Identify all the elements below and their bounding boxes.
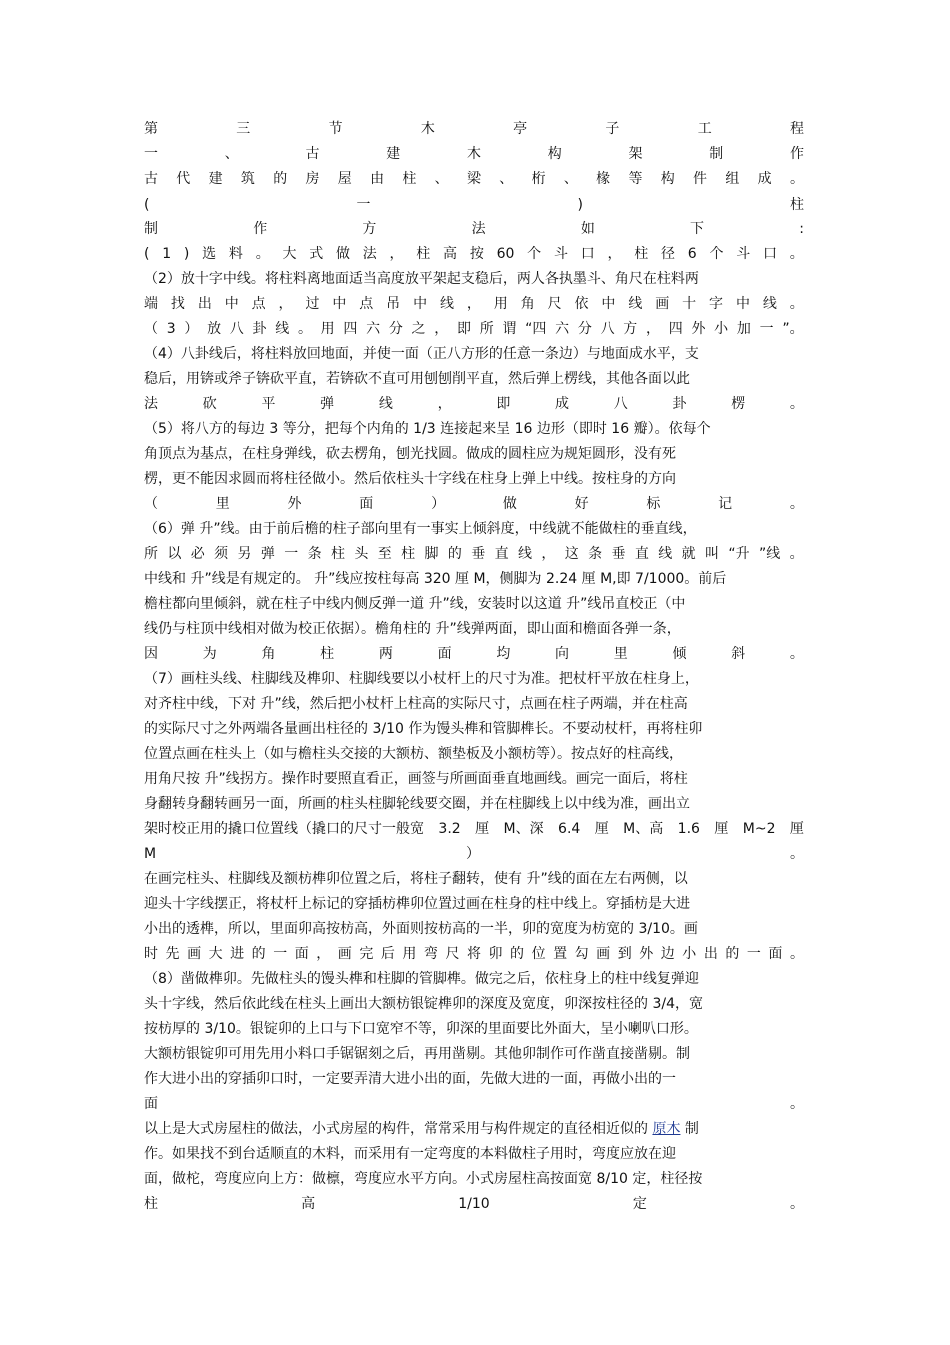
text-token: 选 bbox=[202, 246, 217, 262]
text-token: 、 bbox=[499, 171, 514, 187]
text-token: 架 bbox=[628, 146, 643, 162]
text-line bbox=[144, 943, 804, 965]
text-token: 放 bbox=[207, 321, 222, 337]
text-token: 八 bbox=[229, 321, 244, 337]
text-token: 方 bbox=[362, 221, 377, 237]
text-token: 倾 bbox=[672, 646, 687, 662]
text-token: ， bbox=[437, 396, 452, 412]
text-token: 60 bbox=[496, 246, 515, 262]
text-token: 小 bbox=[714, 321, 729, 337]
text-token: （ bbox=[144, 321, 158, 337]
text-token: 弹 bbox=[260, 546, 275, 562]
text-token: 做 bbox=[502, 496, 517, 512]
text-token: 分 bbox=[388, 321, 403, 337]
text-token: 面 bbox=[359, 496, 374, 512]
text-line: 楞，更不能因求圆而将柱径做小。然后依柱头十字线在柱身上弹上中线。按柱身的方向 bbox=[144, 471, 676, 487]
text-token: 组 bbox=[725, 171, 740, 187]
text-token: 即 bbox=[456, 321, 471, 337]
text-token: ) bbox=[577, 197, 583, 213]
text-token: 筑 bbox=[240, 171, 255, 187]
text-token: 厘 bbox=[789, 821, 804, 837]
text-token: 面 bbox=[294, 946, 309, 962]
text-line bbox=[144, 143, 804, 165]
text-line: 作。如果找不到台适顺直的木料，而采用有一定弯度的本料做柱子用时，弯度应放在迎 bbox=[144, 1146, 676, 1162]
text-token: 两 bbox=[378, 646, 393, 662]
text-token: ） bbox=[431, 496, 446, 512]
text-line: 面，做柁，弯度应向上方：做檩，弯度应水平方向。小式房屋柱高按面宽 8/10 定，柱径按 bbox=[144, 1171, 703, 1187]
text-line bbox=[144, 194, 804, 216]
text-token: 等 bbox=[628, 171, 643, 187]
text-token: M bbox=[144, 846, 157, 862]
text-token: 尺 bbox=[445, 946, 460, 962]
text-token: 中 bbox=[601, 296, 616, 312]
text-token: ”。 bbox=[782, 321, 804, 337]
text-line: 线仍与柱顶中线相对做为校正依据）。檐角柱的 升”线弹两面，即山面和檐面各弹一条， bbox=[144, 621, 681, 637]
text-line: （6）弹 升”线。由于前后檐的柱子部向里有一事实上倾斜度，中线就不能做柱的垂直线， bbox=[144, 521, 697, 537]
text-token: 脚 bbox=[424, 546, 439, 562]
text-token: 分 bbox=[577, 321, 592, 337]
text-token: 径 bbox=[661, 246, 675, 262]
text-token: 六 bbox=[555, 321, 570, 337]
text-token: 里 bbox=[613, 646, 628, 662]
text-token: 厘 bbox=[594, 821, 609, 837]
text-line bbox=[144, 168, 804, 190]
text-token: 6.4 bbox=[558, 821, 581, 837]
text-token: 谓 bbox=[502, 321, 517, 337]
text-token: 柱 bbox=[634, 246, 649, 262]
text-line: 对齐柱中线，下对 升”线，然后把小杖杆上柱高的实际尺寸，点画在柱子两端，并在柱高 bbox=[144, 696, 688, 712]
text-token: 里 bbox=[215, 496, 230, 512]
text-token: 屋 bbox=[337, 171, 352, 187]
text-token: 制 bbox=[144, 221, 158, 237]
text-token: 这 bbox=[564, 546, 579, 562]
text-token: 法 bbox=[471, 221, 486, 237]
text-token: 程 bbox=[789, 121, 804, 137]
text-segment: 以上是大式房屋柱的做法，小式房屋的构件，常常采用与构件规定的直径相近似的 bbox=[144, 1121, 653, 1137]
text-token: ”线 bbox=[759, 546, 781, 562]
text-token: 面 bbox=[768, 946, 783, 962]
text-token: 件 bbox=[693, 171, 708, 187]
text-token: 厘 bbox=[714, 821, 729, 837]
text-token: 定 bbox=[632, 1196, 647, 1212]
text-token: 字 bbox=[709, 296, 724, 312]
text-token: 另 bbox=[237, 546, 252, 562]
text-token: 用 bbox=[402, 946, 417, 962]
text-token: 椽 bbox=[596, 171, 611, 187]
text-token: 高 bbox=[443, 246, 458, 262]
text-token: 弹 bbox=[320, 396, 335, 412]
text-line bbox=[144, 543, 804, 565]
text-token: 由 bbox=[370, 171, 385, 187]
text-token: 3 bbox=[166, 321, 176, 337]
text-token: 线 bbox=[628, 296, 643, 312]
text-line bbox=[144, 493, 804, 515]
text-token: 作 bbox=[253, 221, 268, 237]
text-token: ( bbox=[144, 246, 150, 262]
text-line bbox=[144, 118, 804, 140]
text-token: 高 bbox=[301, 1196, 316, 1212]
text-line: 大额枋银锭卯可用先用小料口手锯锯刻之后，再用凿剔。其他卯制作可作凿直接凿剔。制 bbox=[144, 1046, 690, 1062]
text-line: 作大进小出的穿插卯口时，一定要弄清大进小出的面，先做大进的一面，再做小出的一 bbox=[144, 1071, 676, 1087]
text-token: 就 bbox=[681, 546, 696, 562]
text-token: 梁 bbox=[466, 171, 481, 187]
text-token: 叫 bbox=[705, 546, 719, 562]
text-token: 垂 bbox=[611, 546, 626, 562]
text-token: 、 bbox=[563, 171, 578, 187]
text-token: 。 bbox=[789, 171, 804, 187]
text-token: 线 bbox=[658, 546, 673, 562]
text-token: 法 bbox=[362, 246, 377, 262]
text-token: 八 bbox=[600, 321, 615, 337]
text-line: 的实际尺寸之外两端各量画出柱径的 3/10 作为馒头榫和管脚榫长。不要动杖杆，再将柱卯 bbox=[144, 721, 703, 737]
text-line: 头十字线，然后依此线在柱头上画出大额枋银锭榫卯的深度及宽度，卯深按柱径的 3/4，宽 bbox=[144, 996, 703, 1012]
text-token: 木 bbox=[467, 146, 481, 162]
text-token: 按 bbox=[469, 246, 484, 262]
text-token: 构 bbox=[660, 171, 675, 187]
text-token: 必 bbox=[190, 546, 205, 562]
text-token: 柱 bbox=[789, 197, 804, 213]
text-token: 十 bbox=[682, 296, 697, 312]
text-token: 亭 bbox=[513, 121, 528, 137]
text-token: 中 bbox=[224, 296, 239, 312]
text-token: ， bbox=[389, 246, 404, 262]
text-line bbox=[144, 843, 804, 865]
text-token: 须 bbox=[214, 546, 229, 562]
text-line bbox=[144, 318, 804, 340]
text-token: 面 bbox=[144, 1096, 158, 1112]
text-token: 口 bbox=[762, 246, 777, 262]
text-line bbox=[144, 293, 804, 315]
text-token: 大 bbox=[282, 246, 297, 262]
text-token: 柱 bbox=[144, 1196, 158, 1212]
text-token: 。 bbox=[789, 496, 804, 512]
text-token: 个 bbox=[709, 246, 724, 262]
text-line: 稳后，用锛或斧子锛砍平直，若锛砍不直可用刨刨削平直，然后弹上楞线，其他各面以此 bbox=[144, 371, 690, 387]
text-token: 工 bbox=[697, 121, 712, 137]
text-line: 用角尺按 升”线拐方。操作时要照直看正，画签与所画面垂直地画线。画完一面后，将柱 bbox=[144, 771, 688, 787]
text-token: 因 bbox=[144, 646, 158, 662]
text-token: 均 bbox=[496, 646, 511, 662]
text-token: 口 bbox=[580, 246, 595, 262]
text-token: 八 bbox=[613, 396, 628, 412]
text-token: 的 bbox=[447, 546, 462, 562]
text-token: 所 bbox=[479, 321, 494, 337]
text-token: 依 bbox=[574, 296, 589, 312]
text-token: 料 bbox=[228, 246, 243, 262]
text-token: 1/10 bbox=[458, 1196, 490, 1212]
text-token: 木 bbox=[420, 121, 435, 137]
text-token: 出 bbox=[703, 946, 718, 962]
text-token: 古 bbox=[305, 146, 320, 162]
text-line bbox=[144, 218, 804, 240]
text-token: 置 bbox=[553, 946, 568, 962]
text-token: 平 bbox=[261, 396, 276, 412]
text-token: 头 bbox=[354, 546, 369, 562]
text-token: 楞 bbox=[731, 396, 746, 412]
text-token: 。 bbox=[790, 1096, 804, 1112]
text-token: 三 bbox=[236, 121, 251, 137]
text-token: 。 bbox=[789, 296, 804, 312]
text-token: 为 bbox=[202, 646, 217, 662]
text-token: 。 bbox=[789, 246, 804, 262]
text-token: 外 bbox=[639, 946, 654, 962]
text-token: ， bbox=[541, 546, 556, 562]
text-token: 勾 bbox=[574, 946, 589, 962]
text-token: 标 bbox=[646, 496, 661, 512]
text-token: 法 bbox=[144, 396, 158, 412]
text-token: 到 bbox=[617, 946, 632, 962]
text-token: 卦 bbox=[252, 321, 267, 337]
text-line bbox=[144, 818, 804, 840]
text-token: 子 bbox=[605, 121, 620, 137]
text-token: 六 bbox=[366, 321, 381, 337]
text-token: 柱 bbox=[331, 546, 345, 562]
text-token: 即 bbox=[496, 396, 511, 412]
text-token: 过 bbox=[305, 296, 320, 312]
text-token: 角 bbox=[520, 296, 535, 312]
text-line bbox=[144, 1093, 804, 1115]
text-token: 完 bbox=[359, 946, 374, 962]
text-token: 制 bbox=[709, 146, 724, 162]
text-token: 成 bbox=[757, 171, 772, 187]
text-token: 柱 bbox=[320, 646, 335, 662]
text-token: 小 bbox=[682, 946, 697, 962]
text-token: 柱 bbox=[402, 171, 417, 187]
text-token: M~2 bbox=[742, 821, 776, 837]
text-token: 尺 bbox=[547, 296, 562, 312]
text-token: M、高 bbox=[623, 821, 664, 837]
text-token: 。 bbox=[297, 321, 312, 337]
text-token: 点 bbox=[359, 296, 374, 312]
text-token: 弯 bbox=[423, 946, 438, 962]
text-token: 3.2 bbox=[438, 821, 461, 837]
text-token: 古 bbox=[144, 171, 158, 187]
text-token: 节 bbox=[328, 121, 343, 137]
text-token: 线 bbox=[518, 546, 532, 562]
text-token: 条 bbox=[307, 546, 322, 562]
text-line: 在画完柱头、柱脚线及额枋榫卯位置之后，将柱子翻转，使有 升”线的面在左右两侧，以 bbox=[144, 871, 688, 887]
text-token: 式 bbox=[309, 246, 324, 262]
text-token: 以 bbox=[167, 546, 182, 562]
text-token: 构 bbox=[547, 146, 562, 162]
text-token: 、 bbox=[224, 146, 239, 162]
text-token: 一 bbox=[284, 546, 299, 562]
text-token: 线 bbox=[439, 296, 454, 312]
text-token: ） bbox=[184, 321, 199, 337]
text-token: 垂 bbox=[471, 546, 486, 562]
text-token: 面 bbox=[437, 646, 452, 662]
text-token: “升 bbox=[728, 546, 750, 562]
text-token: 吊 bbox=[386, 296, 401, 312]
text-token: 大 bbox=[208, 946, 223, 962]
text-token: 的 bbox=[725, 946, 740, 962]
text-token: ） bbox=[466, 846, 481, 862]
text-line bbox=[144, 393, 804, 415]
text-token: M、深 bbox=[503, 821, 544, 837]
text-segment: 制 bbox=[680, 1121, 699, 1137]
text-token: 的 bbox=[510, 946, 525, 962]
text-token: 外 bbox=[287, 496, 302, 512]
text-line: 中线和 升”线是有规定的。 升”线应按柱每高 320 厘 M，侧脚为 2.24 厘 M,即 7/1000。前后 bbox=[144, 571, 727, 587]
text-line: （5）将八方的每边 3 等分，把每个内角的 1/3 连接起来呈 16 边形（即时 16 瓣）。依每个 bbox=[144, 421, 711, 437]
text-line bbox=[144, 643, 804, 665]
text-token: 一 bbox=[144, 146, 158, 162]
text-token: 桁 bbox=[531, 171, 546, 187]
text-token: 柱 bbox=[416, 246, 431, 262]
text-token: 做 bbox=[335, 246, 350, 262]
text-token: 边 bbox=[660, 946, 675, 962]
text-line bbox=[144, 1118, 804, 1140]
text-token: ， bbox=[466, 296, 481, 312]
text-token: 外 bbox=[691, 321, 706, 337]
text-line bbox=[144, 243, 804, 265]
text-token: 记 bbox=[718, 496, 733, 512]
text-token: 一 bbox=[273, 946, 288, 962]
text-token: 。 bbox=[789, 396, 804, 412]
text-token: 的 bbox=[251, 946, 266, 962]
text-token: ， bbox=[607, 246, 622, 262]
text-token: 用 bbox=[493, 296, 508, 312]
hyperlink[interactable]: 原木 bbox=[652, 1121, 681, 1137]
text-line: 角顶点为基点，在柱身弹线，砍去楞角，刨光找圆。做成的圆柱应为规矩圆形，没有死 bbox=[144, 446, 676, 462]
text-line: （2）放十字中线。将柱料离地面适当高度放平架起支稳后，两人各执墨斗、角尺在柱料两 bbox=[144, 271, 699, 287]
text-token: 好 bbox=[574, 496, 589, 512]
text-token: 1 bbox=[162, 246, 172, 262]
text-token: 出 bbox=[197, 296, 212, 312]
text-line: 檐柱都向里倾斜，就在柱子中线内侧反弹一道 升”线，安装时以这道 升”线吊直校正（中 bbox=[144, 596, 686, 612]
text-token: 一 bbox=[356, 197, 371, 213]
text-token: 端 bbox=[144, 296, 158, 312]
text-line: （7）画柱头线、柱脚线及榫卯、柱脚线要以小杖杆上的尺寸为准。把杖杆平放在柱身上， bbox=[144, 671, 699, 687]
text-token: 点 bbox=[251, 296, 266, 312]
text-token: 中 bbox=[413, 296, 428, 312]
text-token: ， bbox=[434, 321, 449, 337]
text-line: 迎头十字线摆正，将杖杆上标记的穿插枋榫卯位置过画在柱身的柱中线上。穿插枋是大进 bbox=[144, 896, 690, 912]
text-token: 柱 bbox=[401, 546, 416, 562]
text-token: 斜 bbox=[731, 646, 746, 662]
text-token: 个 bbox=[527, 246, 542, 262]
text-token: 第 bbox=[144, 121, 158, 137]
text-token: 。 bbox=[255, 246, 270, 262]
text-token: 、 bbox=[434, 171, 449, 187]
text-token: ， bbox=[646, 321, 660, 337]
text-token: 。 bbox=[789, 946, 804, 962]
text-token: 架时校正用的撬口位置线（撬口的尺寸一般宽 bbox=[144, 821, 424, 837]
text-line: （4）八卦线后，将柱料放回地面，并使一面（正八方形的任意一条边）与地面成水平，支 bbox=[144, 346, 699, 362]
text-token: 下 bbox=[690, 221, 705, 237]
text-token: 角 bbox=[261, 646, 276, 662]
text-token: 如 bbox=[580, 221, 595, 237]
text-token: 方 bbox=[623, 321, 638, 337]
text-token: 用 bbox=[320, 321, 335, 337]
text-token: 进 bbox=[230, 946, 245, 962]
text-token: 将 bbox=[466, 946, 481, 962]
text-token: 四 bbox=[668, 321, 683, 337]
text-line bbox=[144, 1193, 804, 1215]
text-token: 线 bbox=[378, 396, 393, 412]
text-token: 画 bbox=[187, 946, 202, 962]
text-token: （ bbox=[144, 496, 158, 512]
text-token: ， bbox=[316, 946, 331, 962]
text-line: 小出的透榫，所以，里面卯高按枋高，外面则按枋高的一半，卯的宽度为枋宽的 3/10。画 bbox=[144, 921, 698, 937]
text-token: 。 bbox=[789, 546, 804, 562]
text-line: 按枋厚的 3/10。银锭卯的上口与下口宽窄不等，卯深的里面要比外面大，呈小喇叭口形。 bbox=[144, 1021, 698, 1037]
text-token: ) bbox=[183, 246, 190, 262]
text-token: 时 bbox=[144, 946, 158, 962]
text-line: （8）凿做榫卯。先做柱头的馒头榫和柱脚的管脚榫。做完之后，依柱身上的柱中线复弹迎 bbox=[144, 971, 699, 987]
text-token: 直 bbox=[494, 546, 509, 562]
text-token: 画 bbox=[655, 296, 670, 312]
text-token: 后 bbox=[380, 946, 395, 962]
text-token: ， bbox=[278, 296, 293, 312]
text-token: 向 bbox=[555, 646, 570, 662]
text-token: 建 bbox=[208, 171, 223, 187]
text-line: 身翻转身翻转画另一面，所画的柱头柱脚轮线要交圈，并在柱脚线上以中线为准，画出立 bbox=[144, 796, 690, 812]
text-token: 代 bbox=[176, 171, 191, 187]
text-token: 6 bbox=[687, 246, 697, 262]
text-token: 的 bbox=[273, 171, 288, 187]
text-token: 厘 bbox=[475, 821, 490, 837]
text-token: 1.6 bbox=[677, 821, 700, 837]
text-token: 斗 bbox=[553, 246, 568, 262]
text-token: 线 bbox=[275, 321, 290, 337]
text-token: 。 bbox=[790, 846, 804, 862]
text-token: 斗 bbox=[736, 246, 751, 262]
text-line: 位置点画在柱头上（如与檐柱头交接的大额枋、额垫板及小额枋等）。按点好的柱高线， bbox=[144, 746, 683, 762]
text-token: 建 bbox=[386, 146, 401, 162]
text-token: 直 bbox=[634, 546, 649, 562]
text-token: 作 bbox=[790, 146, 804, 162]
text-token: 线 bbox=[762, 296, 777, 312]
text-token: 条 bbox=[588, 546, 603, 562]
text-token: 所 bbox=[144, 546, 158, 562]
text-token: 找 bbox=[170, 296, 185, 312]
text-token: 之 bbox=[411, 321, 426, 337]
text-token: 加 bbox=[736, 321, 751, 337]
text-token: 先 bbox=[165, 946, 180, 962]
text-token: 砍 bbox=[202, 396, 217, 412]
text-token: 中 bbox=[735, 296, 750, 312]
text-token: : bbox=[799, 221, 804, 237]
text-token: “四 bbox=[525, 321, 547, 337]
text-token: 画 bbox=[337, 946, 352, 962]
text-token: 画 bbox=[596, 946, 611, 962]
text-token: 房 bbox=[305, 171, 320, 187]
text-token: 一 bbox=[759, 321, 774, 337]
text-token: 。 bbox=[789, 646, 804, 662]
text-token: 一 bbox=[746, 946, 761, 962]
text-token: 。 bbox=[789, 1196, 804, 1212]
text-token: 中 bbox=[332, 296, 347, 312]
text-token: 至 bbox=[377, 546, 392, 562]
text-token: 卯 bbox=[488, 946, 503, 962]
text-token: 四 bbox=[343, 321, 358, 337]
text-token: ( bbox=[144, 197, 150, 213]
text-token: 成 bbox=[555, 396, 570, 412]
text-token: 卦 bbox=[672, 396, 687, 412]
text-token: 位 bbox=[531, 946, 546, 962]
